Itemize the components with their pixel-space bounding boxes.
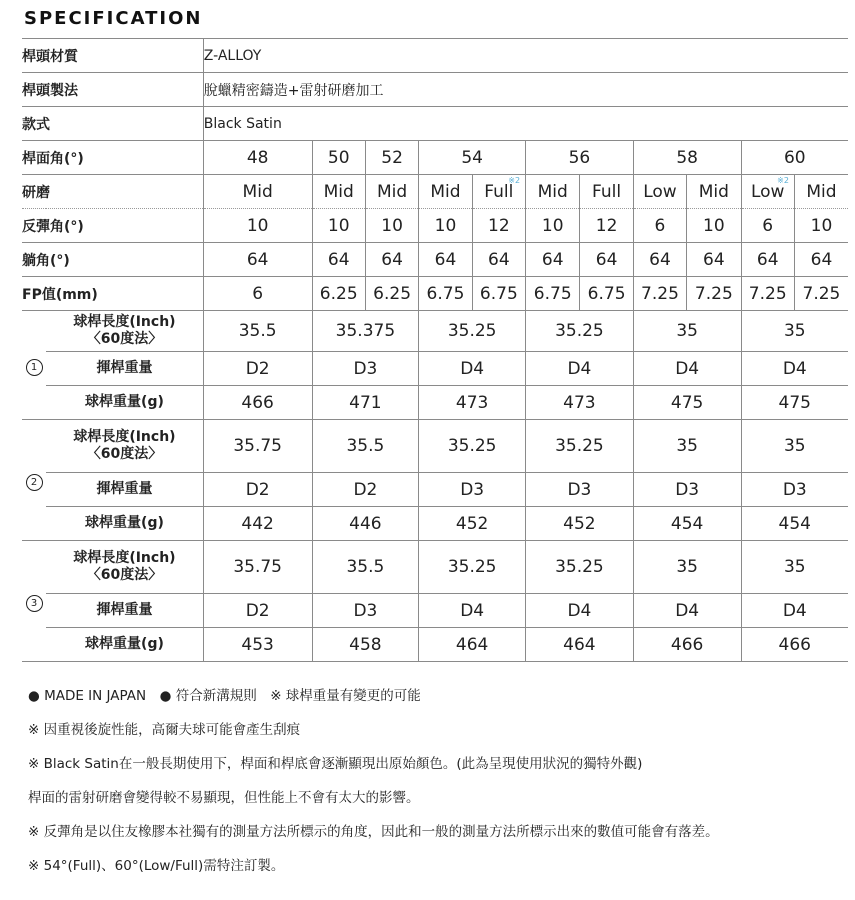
length-label: 球桿長度(Inch) 〈60度法〉 [46,420,203,473]
bounce-cell: 10 [794,209,848,243]
group-2-weight-row [22,507,848,541]
bounce-cell: 10 [687,209,741,243]
footnote-mark: ※2 [777,176,789,185]
length-cell: 35 [633,311,741,352]
bounce-cell: 12 [472,209,525,243]
lie-cell: 64 [794,243,848,277]
swing-cell: D3 [312,594,419,628]
length-cell: 35 [741,420,848,473]
weight-cell: 458 [312,628,419,662]
swing-label: 揮桿重量 [46,594,203,628]
footnote-mark: ※2 [508,176,521,185]
swing-cell: D4 [741,352,848,386]
weight-cell: 466 [741,628,848,662]
lie-cell: 64 [687,243,741,277]
group-number: 3 [22,541,46,662]
page-title: SPECIFICATION [24,8,203,29]
fp-cell: 6.75 [472,277,525,311]
swing-cell: D2 [203,594,312,628]
row-fp [22,277,848,311]
row-value: Black Satin [203,107,848,141]
length-cell: 35 [741,541,848,594]
group-1-length-row [22,311,848,352]
length-cell: 35.5 [312,420,419,473]
row-label: 桿頭材質 [22,39,203,73]
swing-cell: D4 [741,594,848,628]
weight-cell: 442 [203,507,312,541]
group-number: 2 [22,420,46,541]
note-line: ※ Black Satin在一般長期使用下，桿面和桿底會逐漸顯現出原始顏色。(此為呈現使用狀況的獨特外觀) [28,756,643,772]
weight-cell: 471 [312,386,419,420]
lie-cell: 64 [526,243,580,277]
bounce-cell: 6 [741,209,794,243]
swing-cell: D3 [526,473,634,507]
grind-cell: Mid [687,175,741,209]
length-cell: 35.25 [526,420,634,473]
weight-cell: 475 [741,386,848,420]
grind-cell: Low [633,175,686,209]
fp-cell: 6.75 [419,277,472,311]
weight-cell: 452 [526,507,634,541]
spec-table [22,38,848,662]
length-cell: 35.25 [526,541,634,594]
weight-label: 球桿重量(g) [46,386,203,420]
weight-label: 球桿重量(g) [46,628,203,662]
lie-cell: 64 [419,243,472,277]
group-2-length-row [22,420,848,473]
loft-cell: 52 [365,141,418,175]
weight-cell: 473 [526,386,634,420]
group-1-weight-row [22,386,848,420]
row-method [22,73,848,107]
fp-cell: 7.25 [687,277,741,311]
weight-cell: 464 [419,628,526,662]
fp-cell: 7.25 [794,277,848,311]
bounce-cell: 12 [580,209,633,243]
grind-cell: Full [580,175,633,209]
length-cell: 35.375 [312,311,419,352]
length-cell: 35.75 [203,420,312,473]
bounce-cell: 10 [312,209,365,243]
grind-cell: Mid [365,175,418,209]
swing-cell: D4 [526,594,634,628]
group-1-swing-row [22,352,848,386]
length-cell: 35.75 [203,541,312,594]
row-style [22,107,848,141]
swing-cell: D3 [741,473,848,507]
swing-cell: D3 [633,473,741,507]
length-cell: 35.25 [419,420,526,473]
loft-cell: 50 [312,141,365,175]
bounce-cell: 10 [365,209,418,243]
group-2-swing-row [22,473,848,507]
swing-cell: D2 [203,352,312,386]
row-label: 反彈角(°) [22,209,203,243]
row-loft [22,141,848,175]
fp-cell: 6.25 [365,277,418,311]
length-cell: 35.25 [526,311,634,352]
grind-cell: Mid [526,175,580,209]
lie-cell: 64 [741,243,794,277]
row-bounce [22,209,848,243]
notes-section [28,686,719,890]
bounce-cell: 10 [203,209,312,243]
row-label: 款式 [22,107,203,141]
swing-cell: D4 [633,594,741,628]
weight-cell: 446 [312,507,419,541]
note-line: 桿面的雷射研磨會變得較不易顯現，但性能上不會有太大的影響。 [28,790,420,806]
lie-cell: 64 [312,243,365,277]
loft-cell: 56 [526,141,634,175]
group-3-length-row [22,541,848,594]
lie-cell: 64 [633,243,686,277]
length-label: 球桿長度(Inch) 〈60度法〉 [46,311,203,352]
weight-cell: 473 [419,386,526,420]
swing-cell: D3 [419,473,526,507]
length-cell: 35 [633,541,741,594]
length-cell: 35 [741,311,848,352]
length-cell: 35.5 [203,311,312,352]
loft-cell: 48 [203,141,312,175]
fp-cell: 7.25 [741,277,794,311]
length-label: 球桿長度(Inch) 〈60度法〉 [46,541,203,594]
weight-label: 球桿重量(g) [46,507,203,541]
fp-cell: 6 [203,277,312,311]
row-label: 桿頭製法 [22,73,203,107]
weight-cell: 464 [526,628,634,662]
fp-cell: 7.25 [633,277,686,311]
lie-cell: 64 [580,243,633,277]
row-lie [22,243,848,277]
note-line: ※ 反彈角是以住友橡膠本社獨有的測量方法所標示的角度，因此和一般的測量方法所標示出來的數值可能會有落差。 [28,824,719,840]
grind-cell: Full ※2 [472,175,525,209]
row-value: 脫蠟精密鑄造+雷射研磨加工 [203,73,848,107]
weight-cell: 454 [633,507,741,541]
bounce-cell: 10 [419,209,472,243]
fp-cell: 6.75 [526,277,580,311]
swing-cell: D4 [633,352,741,386]
swing-cell: D3 [312,352,419,386]
bounce-cell: 10 [526,209,580,243]
grind-cell: Low ※2 [741,175,794,209]
row-grind [22,175,848,209]
grind-cell: Mid [419,175,472,209]
lie-cell: 64 [472,243,525,277]
weight-cell: 453 [203,628,312,662]
loft-cell: 58 [633,141,741,175]
length-cell: 35.5 [312,541,419,594]
group-3-weight-row [22,628,848,662]
swing-cell: D4 [419,352,526,386]
swing-label: 揮桿重量 [46,473,203,507]
swing-cell: D4 [419,594,526,628]
fp-cell: 6.25 [312,277,365,311]
swing-label: 揮桿重量 [46,352,203,386]
swing-cell: D4 [526,352,634,386]
loft-cell: 60 [741,141,848,175]
length-cell: 35.25 [419,541,526,594]
fp-cell: 6.75 [580,277,633,311]
row-label: 研磨 [22,175,203,209]
length-cell: 35.25 [419,311,526,352]
group-number: 1 [22,311,46,420]
row-label: 躺角(°) [22,243,203,277]
row-label: FP值(mm) [22,277,203,311]
length-cell: 35 [633,420,741,473]
weight-cell: 452 [419,507,526,541]
weight-cell: 466 [203,386,312,420]
lie-cell: 64 [365,243,418,277]
loft-cell: 54 [419,141,526,175]
bounce-cell: 6 [633,209,686,243]
note-line: ● MADE IN JAPAN ● 符合新溝規則 ※ 球桿重量有變更的可能 [28,688,421,704]
row-value: Z-ALLOY [203,39,848,73]
row-label: 桿面角(°) [22,141,203,175]
note-line: ※ 54°(Full)、60°(Low/Full)需特注訂製。 [28,858,285,874]
weight-cell: 475 [633,386,741,420]
lie-cell: 64 [203,243,312,277]
swing-cell: D2 [203,473,312,507]
weight-cell: 466 [633,628,741,662]
note-line: ※ 因重視後旋性能，高爾夫球可能會產生刮痕 [28,722,301,738]
group-3-swing-row [22,594,848,628]
grind-cell: Mid [312,175,365,209]
row-material [22,39,848,73]
grind-cell: Mid [794,175,848,209]
grind-cell: Mid [203,175,312,209]
weight-cell: 454 [741,507,848,541]
swing-cell: D2 [312,473,419,507]
